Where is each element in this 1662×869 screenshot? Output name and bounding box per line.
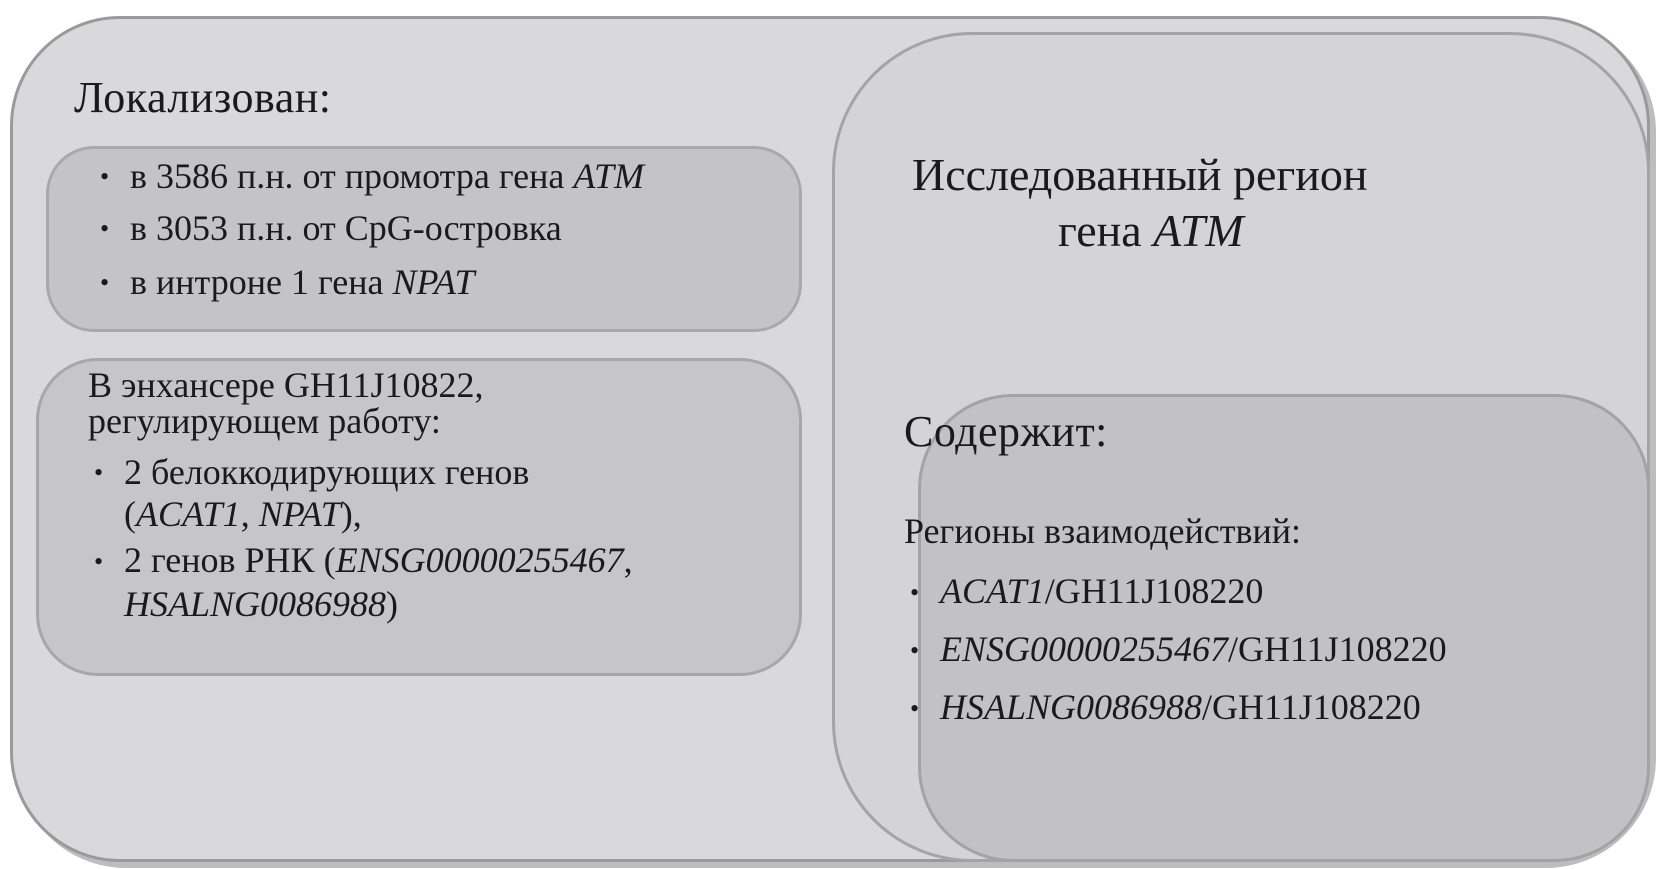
bullet-icon: • xyxy=(94,547,104,576)
enhancer-title-line1: В энхансере GH11J10822, xyxy=(88,365,484,405)
contains-subheading: Регионы взаимодействий: xyxy=(904,511,1302,551)
region-title-line1: Исследованный регион xyxy=(912,149,1368,200)
enhancer-item1-line2: (ACAT1, NPAT), xyxy=(124,494,362,534)
localized-item-3: в интроне 1 гена NPAT xyxy=(130,262,475,302)
enhancer-title-line2: регулирующем работу: xyxy=(88,401,441,441)
contains-item-2: ENSG00000255467/GH11J108220 xyxy=(940,629,1447,669)
localized-item-1: в 3586 п.н. от промотра гена ATM xyxy=(130,156,645,196)
localized-heading: Локализован: xyxy=(74,73,332,122)
enhancer-item2-line2: HSALNG0086988) xyxy=(124,584,399,624)
bullet-icon: • xyxy=(100,162,110,191)
bullet-icon: • xyxy=(910,636,920,665)
enhancer-item2-line1: 2 генов РНК (ENSG00000255467, xyxy=(124,540,633,580)
bullet-icon: • xyxy=(910,694,920,723)
localized-item-2: в 3053 п.н. от CpG-островка xyxy=(130,208,562,248)
bullet-icon: • xyxy=(100,214,110,243)
contains-heading: Содержит: xyxy=(904,407,1108,456)
contains-item-3: HSALNG0086988/GH11J108220 xyxy=(940,687,1421,727)
contains-item-1: ACAT1/GH11J108220 xyxy=(940,571,1264,611)
bullet-icon: • xyxy=(100,268,110,297)
enhancer-item1-line1: 2 белоккодирующих генов xyxy=(124,452,530,492)
bullet-icon: • xyxy=(910,578,920,607)
bullet-icon: • xyxy=(94,458,104,487)
region-title-line2: гена ATM xyxy=(1058,205,1244,256)
